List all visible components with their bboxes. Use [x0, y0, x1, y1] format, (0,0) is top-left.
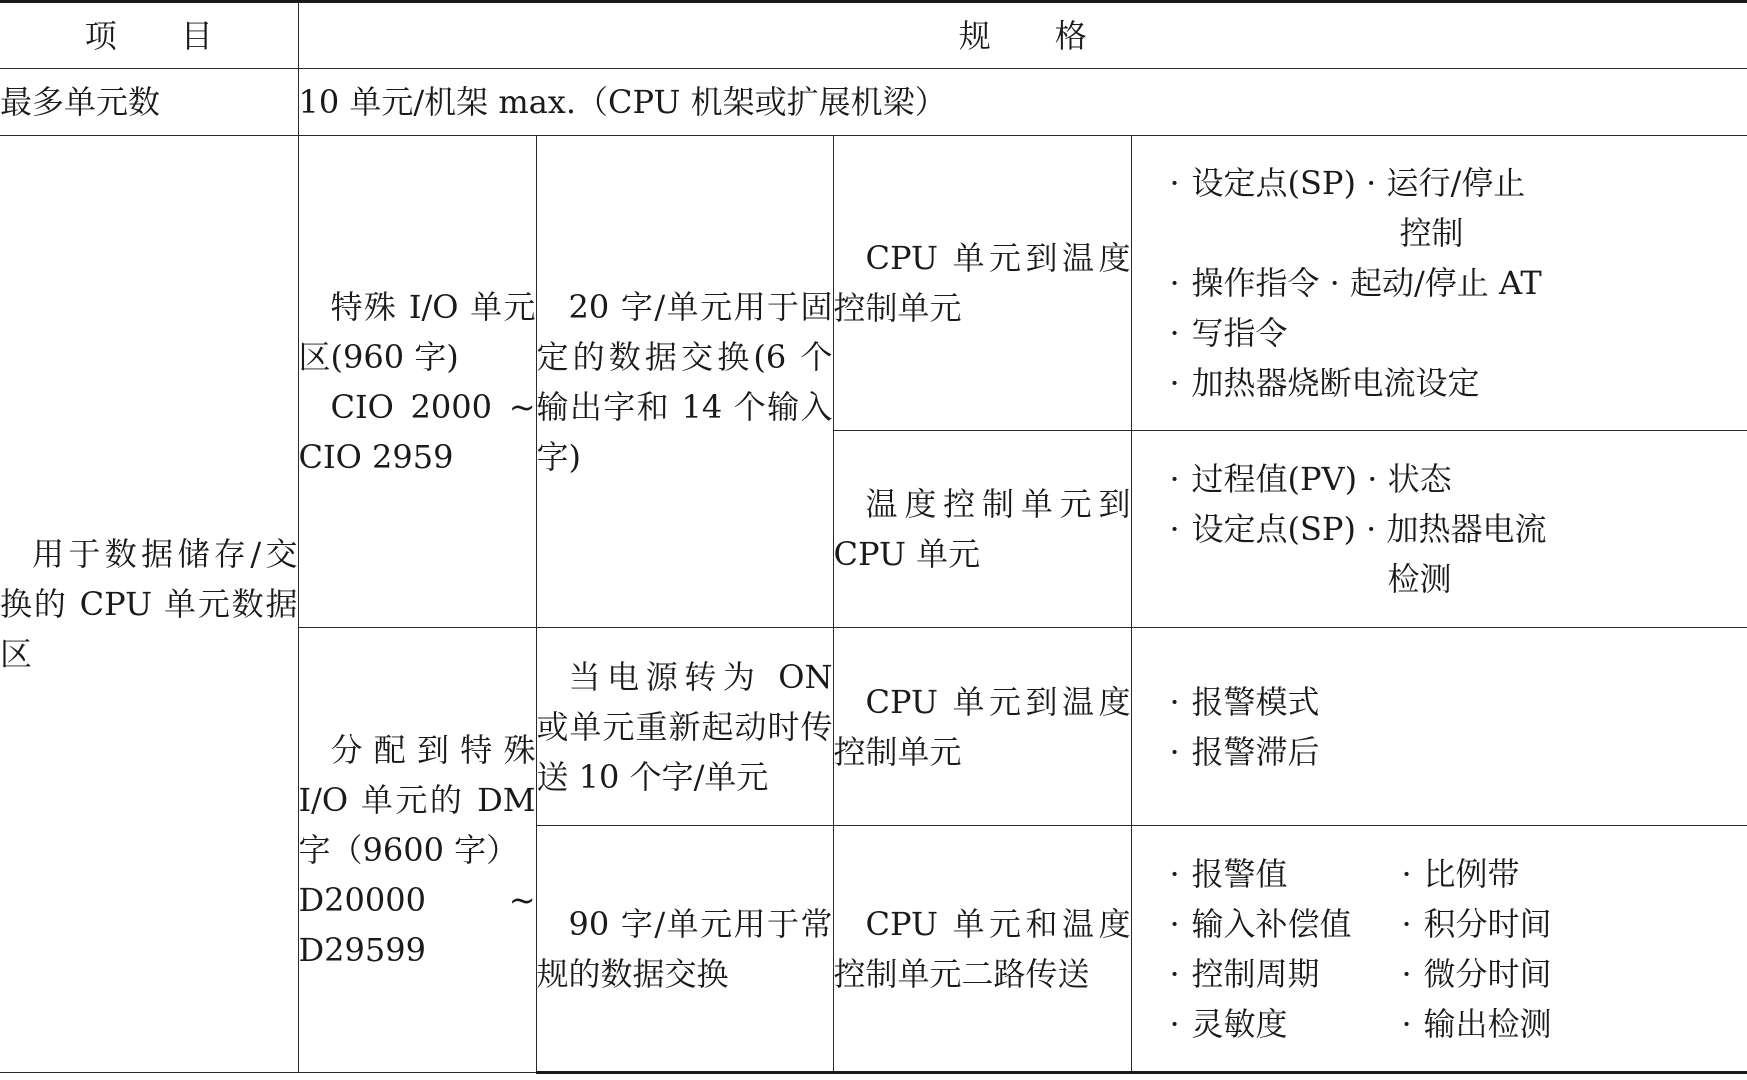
- temp-to-cpu-items: [1131, 431, 1747, 628]
- row-special-io-out: [0, 135, 1747, 430]
- dm-startup-items: [1131, 628, 1747, 826]
- spec-list-item: · 积分时间: [1424, 899, 1728, 949]
- dm-regular-items: [1131, 826, 1747, 1073]
- spec-list-item: · 操作指令 · 起动/停止 AT: [1192, 258, 1728, 308]
- spec-list-item: · 报警模式: [1192, 677, 1728, 727]
- max-units-label: 最多单元数: [0, 69, 298, 135]
- cpu-to-temp-items: [1131, 135, 1747, 430]
- spec-list-item-wrap: 检测: [1387, 560, 1452, 599]
- special-io-area: 特殊 I/O 单元区(960 字) CIO 2000 ~ CIO 2959: [298, 135, 536, 627]
- dm-area: 分配到特殊 I/O 单元的 DM 字（9600 字） D20000 ~ D29599: [298, 628, 536, 1073]
- max-units-value: 10 单元/机架 max.（CPU 机架或扩展机梁）: [298, 69, 1747, 135]
- spec-list-item: · 比例带: [1424, 849, 1728, 899]
- spec-list-item: · 输出检测: [1424, 999, 1728, 1049]
- spec-list-item: · 灵敏度: [1192, 999, 1424, 1049]
- cpu-to-temp-direction: CPU 单元到温度控制单元: [833, 135, 1131, 430]
- spec-list-item: · 微分时间: [1424, 949, 1728, 999]
- special-io-exchange: 20 字/单元用于固定的数据交换(6 个输出字和 14 个输入字): [536, 135, 833, 627]
- temp-to-cpu-direction: 温度控制单元到 CPU 单元: [833, 431, 1131, 628]
- row-max-units: [0, 69, 1747, 135]
- spec-list-item: · 控制周期: [1192, 949, 1424, 999]
- dm-regular-exchange: 90 字/单元用于常规的数据交换: [536, 826, 833, 1073]
- header-spec: 规 格: [298, 2, 1747, 69]
- dm-startup-direction: CPU 单元到温度控制单元: [833, 628, 1131, 826]
- spec-list-item: · 设定点(SP) · 运行/停止: [1192, 158, 1728, 208]
- spec-list-item: · 写指令: [1192, 308, 1728, 358]
- spec-list-item: · 过程值(PV) · 状态: [1192, 454, 1728, 504]
- header-row: [0, 2, 1747, 69]
- dm-startup-exchange: 当电源转为 ON 或单元重新起动时传送 10 个字/单元: [536, 628, 833, 826]
- dm-regular-direction: CPU 单元和温度控制单元二路传送: [833, 826, 1131, 1073]
- spec-list-item: · 加热器烧断电流设定: [1192, 358, 1728, 408]
- spec-list-item: · 设定点(SP) · 加热器电流: [1192, 504, 1728, 554]
- spec-list-item: · 报警滞后: [1192, 727, 1728, 777]
- data-area-label: 用于数据储存/交换的 CPU 单元数据区: [0, 135, 298, 1072]
- header-item: 项 目: [0, 2, 298, 69]
- spec-list-item: · 输入补偿值: [1192, 899, 1424, 949]
- spec-list-item: · 报警值: [1192, 849, 1424, 899]
- spec-list-item-wrap: 控制: [1399, 214, 1464, 253]
